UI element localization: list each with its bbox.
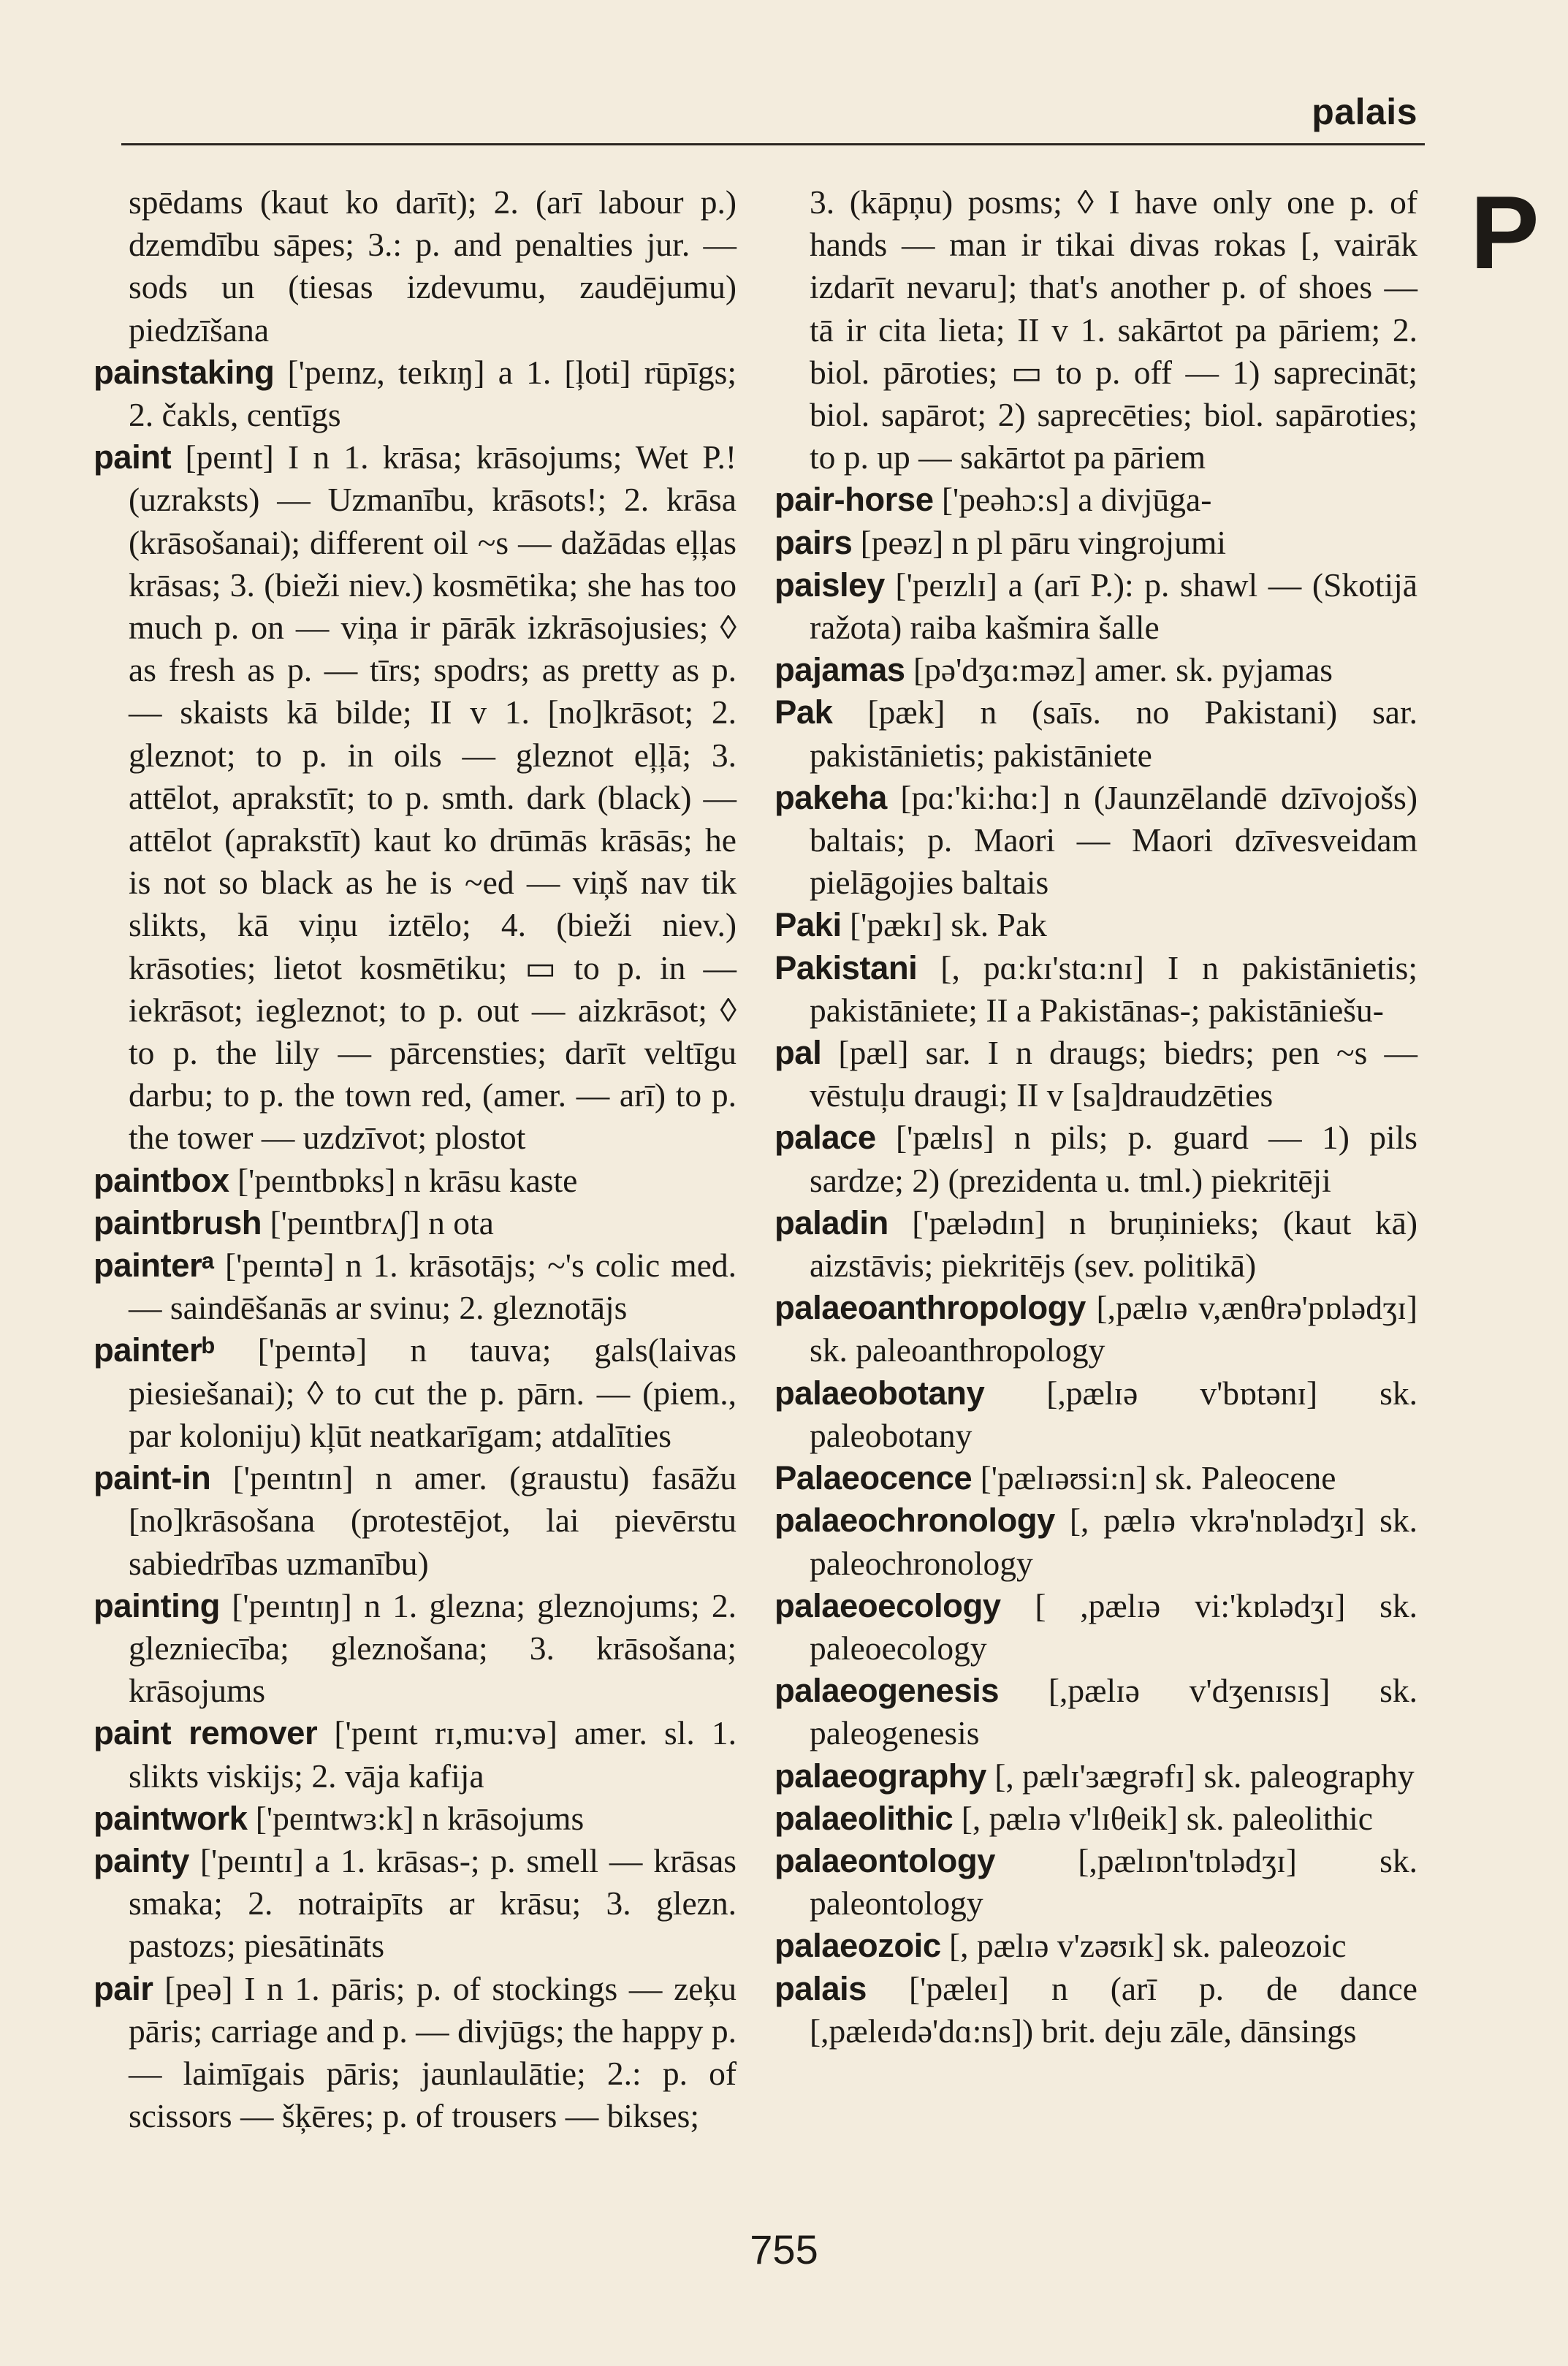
headword: paint-in bbox=[94, 1459, 211, 1497]
dictionary-entry: paint remover ['peɪnt rɪ,mu:və] amer. sl. 1. slikts viskijs; 2. vāja kafija bbox=[94, 1714, 737, 1795]
headword: paisley bbox=[775, 566, 885, 604]
dictionary-entry: Pak [pæk] n (saīs. no Pakistani) sar. pakistānietis; pakistāniete bbox=[775, 693, 1417, 774]
dictionary-entry: pal [pæl] sar. I n draugs; biedrs; pen ~s — vēstuļu draugi; II v [sa]draudzēties bbox=[775, 1034, 1417, 1114]
headword: paladin bbox=[775, 1203, 888, 1241]
dictionary-entry: palaeography [, pælɪ'ɜægrəfɪ] sk. paleography bbox=[775, 1757, 1415, 1795]
headword: Pak bbox=[775, 693, 833, 731]
dictionary-entry: Pakistani [, pɑ:kɪ'stɑ:nɪ] I n pakistānietis; pakistāniete; II a Pakistānas-; pakistāniešu- bbox=[775, 948, 1417, 1029]
headword: Pakistani bbox=[775, 948, 918, 986]
dictionary-entry: pakeha [pɑ:'ki:hɑ:] n (Jaunzēlandē dzīvojošs) baltais; p. Maori — Maori dzīvesveidam pielāgojies baltais bbox=[775, 778, 1417, 902]
dictionary-entry: Palaeocence ['pælɪəʊsi:n] sk. Paleocene bbox=[775, 1459, 1336, 1497]
headword: painterᵇ bbox=[94, 1331, 215, 1369]
headword: Paki bbox=[775, 906, 842, 944]
headword: paint remover bbox=[94, 1714, 318, 1752]
headword: Palaeocence bbox=[775, 1459, 973, 1497]
dictionary-entry: spēdams (kaut ko darīt); 2. (arī labour p.) dzemdību sāpes; 3.: p. and penalties jur. — sods un (tiesas izdevumu, zaudējumu) piedzīšana bbox=[129, 183, 737, 349]
dictionary-entry: painterᵇ ['peɪntə] n tauva; gals(laivas piesiešanai); ◊ to cut the p. pārn. — (piem., par koloniju) kļūt neatkarīgam; atdalīties bbox=[94, 1331, 737, 1454]
dictionary-entry: paint-in ['peɪntɪn] n amer. (graustu) fasāžu [no]krāsošana (protestējot, lai pievērstu sabiedrības uzmanību) bbox=[94, 1459, 737, 1582]
headword: palaeoanthropology bbox=[775, 1289, 1086, 1327]
headword: palace bbox=[775, 1119, 876, 1157]
headword: painterᵃ bbox=[94, 1247, 214, 1285]
headword: pakeha bbox=[775, 778, 887, 816]
dictionary-entry: palaeozoic [, pælɪə v'zəʊɪk] sk. paleozoic bbox=[775, 1927, 1347, 1965]
dictionary-entry: palaeoanthropology [,pælɪə v,ænθrə'pɒlədʒɪ] sk. paleoanthropology bbox=[775, 1289, 1417, 1369]
headword: pairs bbox=[775, 523, 853, 561]
dictionary-entry: painting ['peɪntɪŋ] n 1. glezna; gleznojums; 2. glezniecība; gleznošana; 3. krāsošana; krāsojums bbox=[94, 1586, 737, 1710]
dictionary-entry: paintbox ['peɪntbɒks] n krāsu kaste bbox=[94, 1161, 578, 1199]
headword: palaeochronology bbox=[775, 1502, 1055, 1540]
headword: palaeozoic bbox=[775, 1927, 941, 1965]
dictionary-entry: pajamas [pə'dʒɑ:məz] amer. sk. pyjamas bbox=[775, 651, 1333, 689]
guide-word: palais bbox=[1312, 91, 1417, 132]
headword: palaeoecology bbox=[775, 1586, 1001, 1624]
dictionary-entry: palaeoecology [ ,pælɪə vi:'kɒlədʒɪ] sk. paleoecology bbox=[775, 1586, 1417, 1667]
headword: pair bbox=[94, 1969, 153, 2007]
dictionary-entry: paisley ['peɪzlɪ] a (arī P.): p. shawl — (Skotijā ražota) raiba kašmira šalle bbox=[775, 566, 1417, 647]
dictionary-entry: paintbrush ['peɪntbrʌʃ] n ota bbox=[94, 1203, 494, 1241]
headword: palaeontology bbox=[775, 1841, 995, 1879]
dictionary-entry: painterᵃ ['peɪntə] n 1. krāsotājs; ~'s colic med. — saindēšanās ar svinu; 2. gleznotājs bbox=[94, 1247, 737, 1327]
headword: palaeogenesis bbox=[775, 1672, 1000, 1710]
dictionary-entry: pair-horse ['peəhɔ:s] a divjūga- bbox=[775, 481, 1212, 519]
headword: palaeography bbox=[775, 1757, 986, 1795]
thumb-index-letter: P bbox=[1470, 175, 1540, 291]
dictionary-entry: painty ['peɪntɪ] a 1. krāsas-; p. smell — krāsas smaka; 2. notraipīts ar krāsu; 3. glezn. pastozs; piesātināts bbox=[94, 1841, 737, 1965]
headword: painstaking bbox=[94, 353, 275, 391]
dictionary-entry: paint [peɪnt] I n 1. krāsa; krāsojums; Wet P.! (uzraksts) — Uzmanību, krāsots!; 2. krāsa (krāsošanai); different oil ~s — dažādas eļļas krāsas; 3. (bieži niev.) kosmētika; she has too much p. on — viņa ir pārāk izkrāsojusies; ◊ as fresh as p. — tīrs; spodrs; as pretty as p. — skaists kā bilde; II v 1. [no]krāsot; 2. gleznot; to p. in oils — gleznot eļļā; 3. attēlot, aprakstīt; to p. smth. dark (black) — attēlot (aprakstīt) kaut ko drūmās krāsās; he is not so black as he is ~ed — viņš nav tik slikts, kā viņu iztēlo; 4. (bieži niev.) krāsoties; lietot kosmētiku; ▭ to p. in — iekrāsot; iegleznot; to p. out — aizkrāsot; ◊ to p. the lily — pārcensties; darīt veltīgu darbu; to p. the town red, (amer. — arī) to p. the tower — uzdzīvot; plostot bbox=[94, 438, 737, 1157]
headword: palaeobotany bbox=[775, 1374, 985, 1412]
dictionary-entry: palaeontology [,pælɪɒn'tɒlədʒɪ] sk. paleontology bbox=[775, 1841, 1417, 1922]
dictionary-entry: palaeochronology [, pælɪə vkrə'nɒlədʒɪ] sk. paleochronology bbox=[775, 1502, 1417, 1582]
headword: painty bbox=[94, 1841, 189, 1879]
dictionary-entry: Paki ['pækɪ] sk. Pak bbox=[775, 906, 1047, 944]
dictionary-entry: painstaking ['peɪnz, teɪkɪŋ] a 1. [ļoti] rūpīgs; 2. čakls, centīgs bbox=[94, 353, 737, 434]
headword: pal bbox=[775, 1034, 822, 1072]
dictionary-entry: 3. (kāpņu) posms; ◊ I have only one p. of hands — man ir tikai divas rokas [, vairāk izdarīt nevaru]; that's another p. of shoes — tā ir cita lieta; II v 1. sakārtot pa pāriem; 2. biol. pāroties; ▭ to p. off — 1) saprecināt; biol. sapārot; 2) saprecēties; biol. sapāroties; to p. up — sakārtot pa pāriem bbox=[810, 183, 1417, 476]
headword: paintbox bbox=[94, 1161, 229, 1199]
header-rule bbox=[121, 143, 1425, 145]
headword: palais bbox=[775, 1969, 867, 2007]
dictionary-entry: paladin ['pælədɪn] n bruņinieks; (kaut kā) aizstāvis; piekritējs (sev. politikā) bbox=[775, 1203, 1417, 1285]
dictionary-entry: palaeobotany [,pælɪə v'bɒtənɪ] sk. paleobotany bbox=[775, 1374, 1417, 1454]
dictionary-entry: pairs [peəz] n pl pāru vingrojumi bbox=[775, 523, 1226, 561]
dictionary-entry: paintwork ['peɪntwɜ:k] n krāsojums bbox=[94, 1799, 585, 1837]
headword: pair-horse bbox=[775, 481, 934, 519]
right-column bbox=[775, 181, 1417, 2053]
headword: paint bbox=[94, 438, 172, 476]
dictionary-entry: palace ['pælɪs] n pils; p. guard — 1) pils sardze; 2) (prezidenta u. tml.) piekritēji bbox=[775, 1119, 1417, 1199]
left-column bbox=[94, 181, 737, 2137]
headword: paintbrush bbox=[94, 1203, 262, 1241]
headword: pajamas bbox=[775, 651, 905, 689]
dictionary-entry: palais ['pæleɪ] n (arī p. de dance [,pæleɪdə'dɑ:ns]) brit. deju zāle, dānsings bbox=[775, 1969, 1417, 2050]
dictionary-entry: pair [peə] I n 1. pāris; p. of stockings — zeķu pāris; carriage and p. — divjūgs; the happy p. — laimīgais pāris; jaunlaulātie; 2.: p. of scissors — šķēres; p. of trousers — bikses; bbox=[94, 1969, 737, 2135]
page-number: 755 bbox=[750, 2226, 818, 2272]
dictionary-entry: palaeogenesis [,pælɪə v'dʒenɪsɪs] sk. paleogenesis bbox=[775, 1672, 1417, 1752]
headword: paintwork bbox=[94, 1799, 248, 1837]
headword: palaeolithic bbox=[775, 1799, 954, 1837]
dictionary-entry: palaeolithic [, pælɪə v'lɪθeik] sk. paleolithic bbox=[775, 1799, 1373, 1837]
headword: painting bbox=[94, 1586, 220, 1624]
